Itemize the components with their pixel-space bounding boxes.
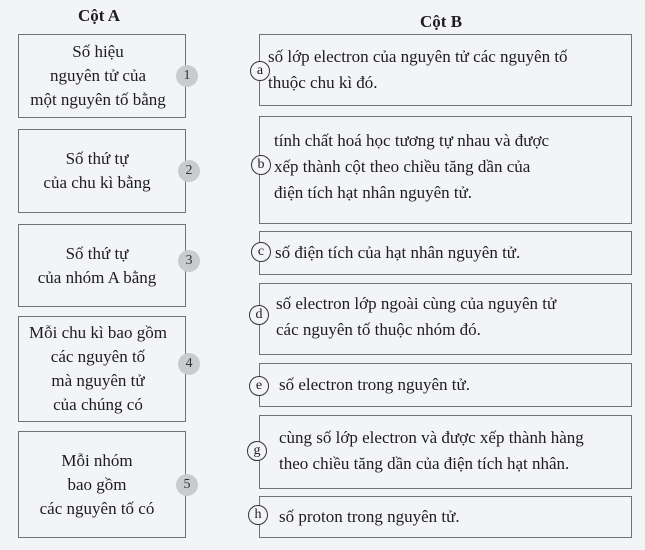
column-b-item-e — [259, 363, 632, 407]
column-a-item-4-line: mà nguyên tử — [51, 371, 145, 390]
column-a-item-5 — [18, 431, 186, 538]
column-b-item-h — [259, 496, 632, 538]
column-b-item-g-line: cùng số lớp electron và được xếp thành hàng — [279, 428, 584, 447]
column-a-item-2 — [18, 129, 186, 213]
column-a-item-5-line: các nguyên tố có — [39, 498, 155, 518]
column-b-item-g-line: theo chiều tăng dần của điện tích hạt nhân. — [279, 454, 570, 473]
column-a-item-5-line: Mỗi nhóm — [61, 450, 133, 470]
column-a-item-4-line: Mỗi chu kì bao gồm — [29, 323, 167, 342]
column-b-item-c-line: số điện tích của hạt nhân nguyên tử. — [275, 243, 521, 262]
number-badge-4: 4 — [178, 353, 200, 375]
number-badge-5: 5 — [176, 474, 198, 496]
column-b-item-a — [259, 34, 632, 106]
column-b-item-b — [259, 116, 632, 224]
letter-badge-b: b — [251, 155, 271, 175]
column-b-item-d-line: các nguyên tố thuộc nhóm đó. — [276, 320, 481, 339]
column-b-item-e-line: số electron trong nguyên tử. — [279, 375, 470, 394]
column-a-item-4-line: của chúng có — [53, 395, 143, 414]
column-a-title: Cột A — [78, 6, 121, 25]
column-b-item-b-line: xếp thành cột theo chiều tăng dần của — [274, 157, 531, 176]
column-b-item-a-line: thuộc chu kì đó. — [268, 73, 378, 92]
column-a-item-4-line: các nguyên tố — [50, 347, 146, 366]
column-a-item-1 — [18, 34, 186, 118]
column-a-item-2-line: Số thứ tự — [65, 149, 129, 168]
column-a-item-1-line: Số hiệu — [72, 42, 124, 61]
number-badge-2: 2 — [178, 160, 200, 182]
column-a-item-2-line: của chu kì bằng — [43, 173, 151, 192]
number-badge-3: 3 — [178, 250, 200, 272]
column-b-item-h-line: số proton trong nguyên tử. — [279, 507, 460, 526]
letter-badge-g: g — [247, 441, 267, 461]
column-a-item-4 — [18, 316, 186, 422]
letter-badge-d: d — [249, 305, 269, 325]
column-a-item-3-line: Số thứ tự — [65, 243, 129, 263]
column-a-item-1-line: nguyên tử của — [49, 66, 147, 85]
column-b-item-c — [259, 231, 632, 275]
column-b-item-b-line: tính chất hoá học tương tự nhau và được — [274, 131, 550, 150]
number-badge-1: 1 — [176, 65, 198, 87]
column-b-title: Cột B — [420, 12, 463, 31]
column-b-item-d-line: số electron lớp ngoài cùng của nguyên tử — [276, 294, 557, 313]
column-a-item-1-line: một nguyên tố bằng — [30, 90, 166, 109]
column-b-item-a-line: số lớp electron của nguyên tử các nguyên tố — [268, 47, 568, 66]
column-b-item-d — [259, 283, 632, 355]
letter-badge-c: c — [251, 242, 271, 262]
letter-badge-a: a — [250, 61, 270, 81]
letter-badge-e: e — [249, 376, 269, 396]
column-a-item-3 — [18, 224, 186, 307]
letter-badge-h: h — [248, 505, 268, 525]
column-a-item-5-line: bao gồm — [67, 474, 127, 494]
column-a-item-3-line: của nhóm A bằng — [37, 267, 157, 287]
column-b-item-g — [259, 415, 632, 489]
column-b-item-b-line: điện tích hạt nhân nguyên tử. — [274, 183, 473, 202]
